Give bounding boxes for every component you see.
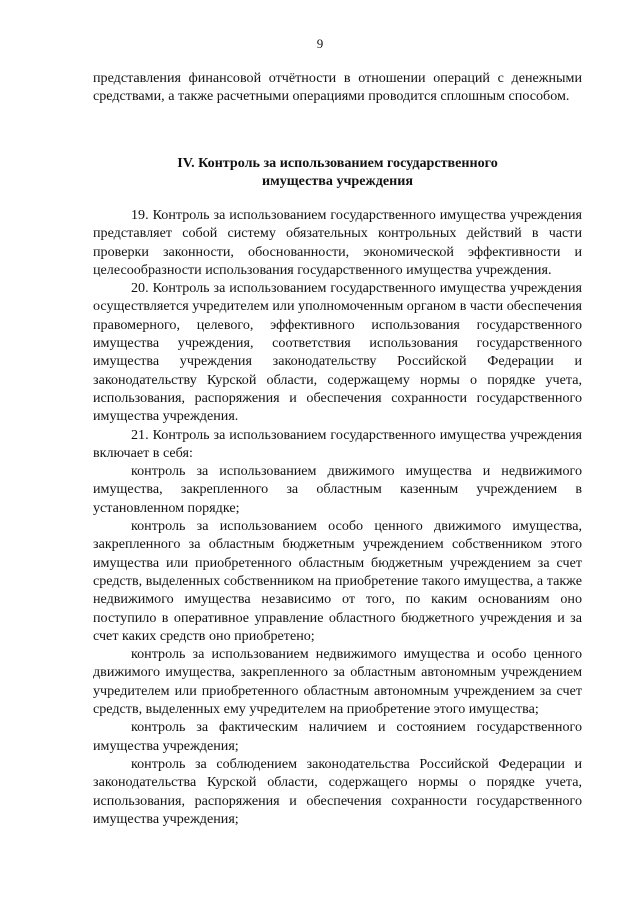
list-item-autonomous-property: контроль за использованием недвижимого имущества и особо ценного движимого имущества, закрепленного за областным автономным учреждением учредителем или приобретенного областным автономным учреждением за счет средств, выделенных ему учредителем на приобретение этого имущества; (93, 646, 582, 718)
intro-block (93, 69, 582, 106)
list-item-actual-presence: контроль за фактическим наличием и состоянием государственного имущества учреждения; (93, 719, 582, 754)
section-heading-line-1: IV. Контроль за использованием государственного (177, 155, 498, 171)
paragraph-19: 19. Контроль за использованием государственного имущества учреждения представляет собой систему обязательных контрольных действий в части проверки законности, обоснованности, экономической эффективности и целесообразности использования государственного имущества учреждения. (93, 207, 582, 278)
section-heading-line-2: имущества учреждения (261, 173, 413, 190)
list-item-valuable-property: контроль за использованием особо ценного движимого имущества, закрепленного за областным бюджетным учреждением собственником этого имущества или приобретенного областным бюджетным учреждением за счет средств, выделенных собственником на приобретение такого имущества, а также недвижимого имущества независимо от того, по каким основаниям оно поступило в оперативное управление областного бюджетного учреждения и за счет каких средств оно приобретено; (93, 518, 582, 644)
intro-paragraph: представления финансовой отчётности в отношении операций с денежными средствами, а также расчетными операциями проводится сплошным способом. (93, 70, 582, 105)
paragraph-20: 20. Контроль за использованием государственного имущества учреждения осуществляется учредителем или уполномоченным органом в части обеспечения правомерного, целевого, эффективного использования государственного имущества учреждения, соответствия использования государственного имущества учреждения законодательству Российской Федерации и законодательству Курской области, содержащему нормы о порядке учета, использования, распоряжения и обеспечения сохранности государственного имущества учреждения. (93, 280, 582, 425)
paragraph-21: 21. Контроль за использованием государственного имущества учреждения включает в себя: (93, 426, 582, 461)
section-heading (93, 154, 582, 191)
section-body (93, 206, 582, 828)
list-item-legislation-compliance: контроль за соблюдением законодательства Российской Федерации и законодательства Курской области, содержащего нормы о порядке учета, использования, распоряжения и обеспечения сохранности государственного имущества учреждения; (93, 755, 582, 827)
list-item-movable-property: контроль за использованием движимого имущества и недвижимого имущества, закрепленного за областным казенным учреждением в установленном порядке; (93, 463, 582, 516)
page-number: 9 (316, 36, 324, 51)
